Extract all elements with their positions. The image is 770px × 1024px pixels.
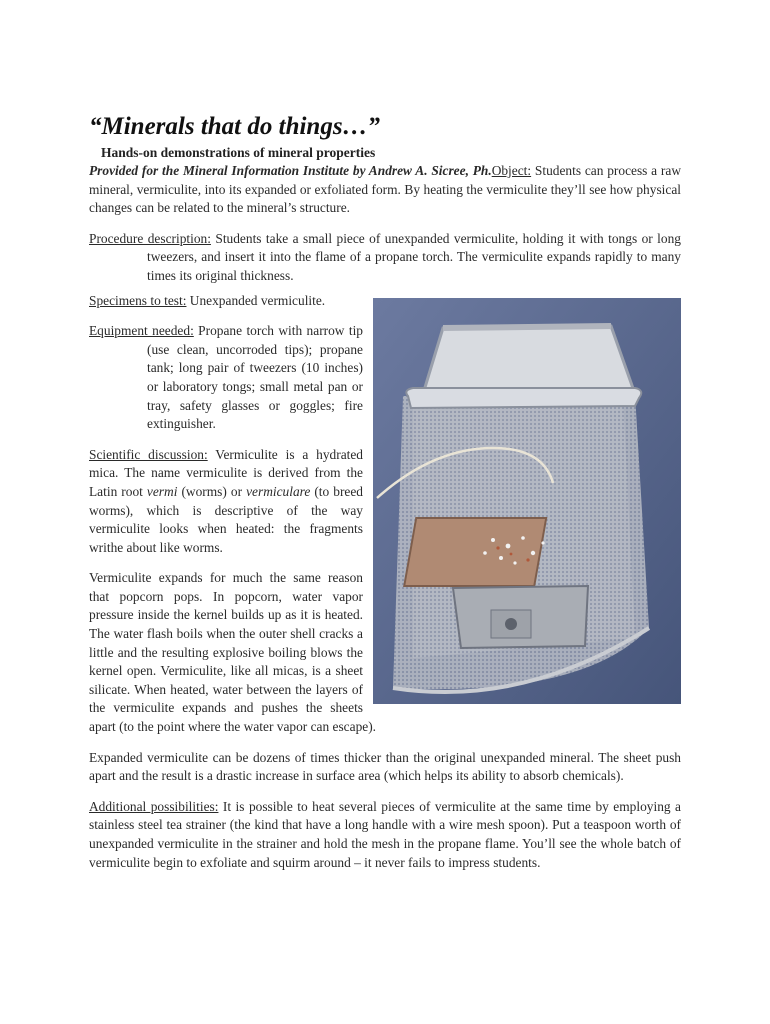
provided-by-line: Provided for the Mineral Information Institute by Andrew A. Sicree, Ph.	[89, 163, 492, 178]
expanded-paragraph: Expanded vermiculite can be dozens of times thicker than the original unexpanded mineral. The sheet push apart and the result is a drastic increase in surface area (which helps its ability to absorb chemicals).	[89, 749, 681, 784]
procedure-text: Students take a small piece of unexpanded vermiculite, holding it with tongs or long tweezers, and insert it into the flame of a propane torch. The vermiculite expands rapidly to many times its original thickness.	[147, 230, 681, 283]
page-subtitle: Hands-on demonstrations of mineral properties	[101, 145, 376, 160]
procedure-label: Procedure description:	[89, 230, 211, 246]
scientific-text-c: (to breed worms), which is descriptive of the way vermiculite looks when heated: the fragments writhe about like worms.	[89, 483, 363, 555]
additional-text: It is possible to heat several pieces of vermiculite at the same time by employing a stainless steel tea strainer (the kind that have a long handle with a wire mesh spoon). Put a teaspoon worth of unexpanded vermiculite in the strainer and hold the mesh in the propane flame. You’ll see the whole batch of vermiculite begin to exfoliate and squirm around – it never fails to impress students.	[89, 798, 681, 870]
scientific-em-vermi: vermi	[146, 483, 178, 499]
scientific-em-vermiculare: vermiculare	[246, 483, 311, 499]
procedure-paragraph	[89, 230, 681, 286]
page-title: “Minerals that do things…”	[89, 113, 381, 140]
additional-paragraph	[89, 798, 681, 872]
equipment-label: Equipment needed:	[89, 323, 194, 339]
specimens-text: Unexpanded vermiculite.	[186, 292, 326, 308]
popcorn-paragraph: Vermiculite expands for much the same reason that popcorn pops. In popcorn, water vapor pressure inside the kernel builds up as it is heated. The water flash boils when the outer shell cracks a little and the resulting explosive boiling blows the kernel open. Vermiculite, like all micas, is a sheet silicate. When heated, water between the layers of the vermiculite expands and pushes the sheets apart (to the point where the water vapor can escape).	[89, 570, 377, 735]
scientific-label: Scientific discussion:	[89, 446, 208, 462]
equipment-text: Propane torch with narrow tip (use clean, uncorroded tips); propane tank; long pair of tweezers (10 inches) or laboratory tongs; small metal pan or tray, safety glasses or goggles; fire extinguisher.	[147, 323, 364, 432]
objective-text: Students can process a raw mineral, vermiculite, into its expanded or exfoliated form. By heating the vermiculite they’ll see how physical changes can be related to the mineral’s structure.	[89, 163, 681, 216]
specimens-label: Specimens to test:	[89, 292, 187, 308]
scientific-text-a: Vermiculite is a hydrated mica. The name vermiculite is derived from the Latin root	[89, 446, 364, 499]
additional-label: Additional possibilities:	[89, 798, 219, 814]
objective-paragraph	[89, 162, 681, 218]
objective-label: Object:	[491, 163, 532, 178]
photo-illustration	[373, 298, 681, 704]
document-page	[89, 112, 681, 884]
scientific-text-b: (worms) or	[177, 483, 247, 499]
photo-mesh-enclosure-hotplate	[373, 298, 681, 704]
